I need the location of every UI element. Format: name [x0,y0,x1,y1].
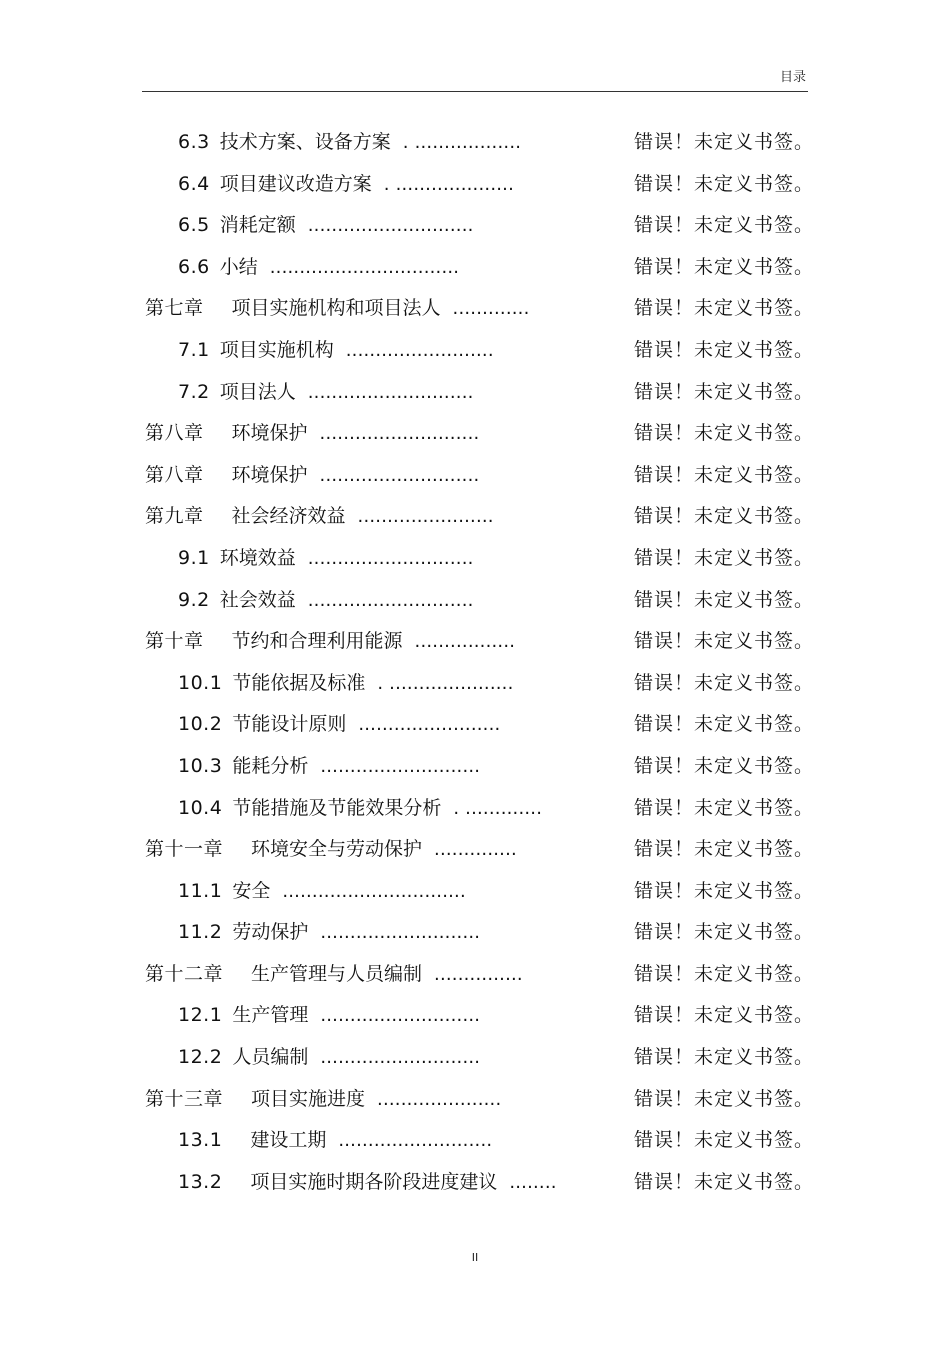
toc-leader-dots: . .................. [402,132,522,153]
toc-number: 第十三章 [145,1087,224,1110]
toc-page-ref: 错误！未定义书签。 [634,630,815,653]
toc-entry-12-1[interactable] [0,995,950,1037]
toc-entry-chapter-9[interactable] [0,496,950,538]
toc-leader-dots: ............................ [307,215,474,237]
toc-number: 7.1 [178,338,210,361]
toc-page-ref: 错误！未定义书签。 [634,505,815,528]
toc-leader-dots: ................................ [269,256,460,278]
toc-leader-dots: ....................... [357,506,494,528]
toc-title: 环境安全与劳动保护 [251,838,423,861]
toc-page-ref: 错误！未定义书签。 [634,713,815,736]
toc-entry-6-4[interactable] [0,164,950,206]
toc-title: 环境保护 [231,422,308,445]
toc-number: 11.1 [178,879,223,902]
toc-number: 13.1 [178,1129,223,1152]
toc-title: 项目实施机构 [219,338,334,361]
toc-leader-dots: ........ [509,1171,557,1193]
toc-entry-chapter-10[interactable] [0,621,950,663]
toc-number: 第十章 [145,630,204,653]
toc-entry-10-4[interactable] [0,788,950,830]
toc-page-ref: 错误！未定义书签。 [634,172,815,195]
toc-title: 社会经济效益 [231,505,346,528]
toc-title: 项目建议改造方案 [219,172,372,195]
toc-entry-11-2[interactable] [0,912,950,954]
toc-number: 第七章 [145,297,204,320]
toc-title: 环境效益 [219,546,296,569]
toc-page-ref: 错误！未定义书签。 [634,463,815,486]
toc-page-ref: 错误！未定义书签。 [634,921,815,944]
toc-leader-dots: ........................... [320,1047,481,1069]
toc-number: 12.1 [178,1004,223,1027]
toc-entry-chapter-8[interactable] [0,413,950,455]
toc-page-ref: 错误！未定义书签。 [634,380,815,403]
toc-page-ref: 错误！未定义书签。 [634,962,815,985]
toc-title: 人员编制 [232,1046,309,1069]
toc-leader-dots: ..................... [377,1088,502,1110]
toc-title: 环境保护 [231,463,308,486]
toc-leader-dots: ......................... [345,339,494,361]
toc-entry-10-3[interactable] [0,746,950,788]
toc-entry-chapter-13[interactable] [0,1079,950,1121]
toc-page-ref: 错误！未定义书签。 [634,754,815,777]
toc-entry-chapter-11[interactable] [0,829,950,871]
toc-number: 10.4 [178,796,223,819]
toc-entry-chapter-8-repeat[interactable] [0,455,950,497]
toc-page-ref: 错误！未定义书签。 [634,1129,815,1152]
toc-title: 劳动保护 [232,921,309,944]
table-of-contents [0,122,950,1203]
toc-page-ref: 错误！未定义书签。 [634,1046,815,1069]
page-number: II [471,1251,479,1264]
toc-page-ref: 错误！未定义书签。 [634,297,815,320]
toc-title: 安全 [232,879,271,902]
toc-title: 节能设计原则 [232,713,347,736]
toc-number: 10.3 [178,754,223,777]
toc-page-ref: 错误！未定义书签。 [634,796,815,819]
toc-number: 6.3 [178,131,210,153]
toc-page-ref: 错误！未定义书签。 [634,838,815,861]
toc-leader-dots: . .................... [383,173,515,195]
toc-title: 项目实施机构和项目法人 [231,297,441,320]
toc-leader-dots: ........................... [319,423,480,445]
toc-leader-dots: ............... [434,963,523,985]
toc-title: 项目实施时期各阶段进度建议 [250,1170,498,1193]
toc-entry-10-1[interactable] [0,663,950,705]
toc-title: 建设工期 [250,1129,327,1152]
toc-page-ref: 错误！未定义书签。 [634,422,815,445]
toc-leader-dots: ............................... [282,880,466,902]
toc-page-ref: 错误！未定义书签。 [634,1170,815,1193]
toc-entry-chapter-7[interactable] [0,288,950,330]
toc-entry-7-1[interactable] [0,330,950,372]
toc-leader-dots: ........................... [320,922,481,944]
toc-number: 6.5 [178,214,210,237]
toc-number: 9.1 [178,546,210,569]
toc-leader-dots: ........................ [358,714,501,736]
toc-leader-dots: . ..................... [377,672,514,694]
toc-leader-dots: ................. [414,631,516,653]
toc-title: 节约和合理利用能源 [231,630,403,653]
toc-entry-10-2[interactable] [0,704,950,746]
toc-page-ref: 错误！未定义书签。 [634,546,815,569]
toc-page-ref: 错误！未定义书签。 [634,255,815,278]
toc-number: 第九章 [145,505,204,528]
toc-title: 消耗定额 [219,214,296,237]
toc-entry-13-2[interactable] [0,1162,950,1204]
toc-leader-dots: .......................... [338,1130,493,1152]
toc-entry-9-2[interactable] [0,580,950,622]
toc-number: 11.2 [178,921,223,944]
toc-number: 12.2 [178,1046,223,1069]
toc-number: 6.4 [178,172,210,195]
toc-title: 项目法人 [219,380,296,403]
toc-number: 6.6 [178,255,210,278]
toc-number: 7.2 [178,380,210,403]
toc-title: 社会效益 [219,588,296,611]
toc-leader-dots: ............................ [307,589,474,611]
toc-leader-dots: ............................ [307,547,474,569]
toc-page-ref: 错误！未定义书签。 [634,214,815,237]
toc-entry-6-3[interactable] [0,122,950,164]
toc-entry-6-5[interactable] [0,205,950,247]
toc-number: 第十二章 [145,962,224,985]
toc-leader-dots: ........................... [320,755,481,777]
toc-number: 9.2 [178,588,210,611]
toc-number: 第八章 [145,422,204,445]
toc-number: 10.1 [178,671,223,694]
toc-page-ref: 错误！未定义书签。 [634,1004,815,1027]
toc-title: 节能措施及节能效果分析 [232,796,442,819]
toc-page-ref: 错误！未定义书签。 [634,671,815,694]
toc-leader-dots: ............. [452,298,530,320]
toc-entry-13-1[interactable] [0,1120,950,1162]
toc-entry-7-2[interactable] [0,372,950,414]
toc-number: 第八章 [145,463,204,486]
toc-number: 13.2 [178,1170,223,1193]
toc-title: 小结 [219,255,258,278]
toc-page-ref: 错误！未定义书签。 [634,588,815,611]
running-header-title: 目录 [779,70,806,85]
toc-entry-11-1[interactable] [0,871,950,913]
toc-title: 技术方案、设备方案 [219,131,391,153]
toc-entry-12-2[interactable] [0,1037,950,1079]
toc-leader-dots: ............................ [307,381,474,403]
toc-title: 生产管理 [232,1004,309,1027]
toc-entry-6-6[interactable] [0,247,950,289]
header-divider [142,91,808,92]
toc-number: 10.2 [178,713,223,736]
toc-page-ref: 错误！未定义书签。 [634,131,815,153]
toc-title: 项目实施进度 [251,1087,366,1110]
toc-title: 能耗分析 [232,754,309,777]
toc-leader-dots: .............. [434,839,517,861]
toc-number: 第十一章 [145,838,224,861]
toc-page-ref: 错误！未定义书签。 [634,879,815,902]
toc-title: 节能依据及标准 [232,671,366,694]
toc-entry-chapter-12[interactable] [0,954,950,996]
toc-leader-dots: ........................... [319,464,480,486]
toc-entry-9-1[interactable] [0,538,950,580]
toc-title: 生产管理与人员编制 [251,962,423,985]
toc-leader-dots: . ............. [453,797,543,819]
toc-page-ref: 错误！未定义书签。 [634,338,815,361]
toc-leader-dots: ........................... [320,1005,481,1027]
toc-page-ref: 错误！未定义书签。 [634,1087,815,1110]
